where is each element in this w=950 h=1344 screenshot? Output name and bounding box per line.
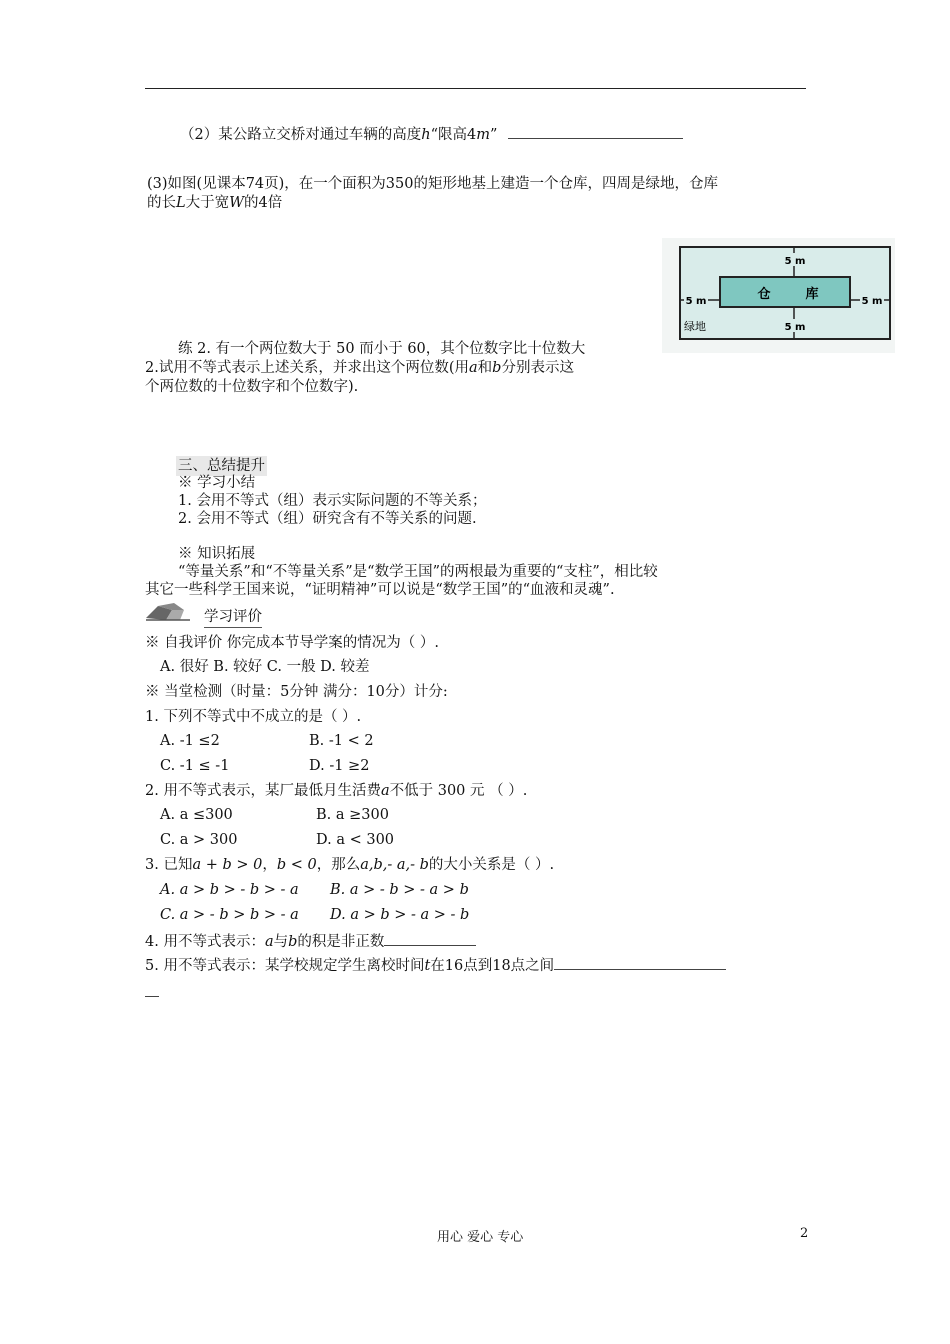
extension-line-1: “等量关系”和“不等量关系”是“数学王国”的两根最为重要的“支柱”，相比较 bbox=[178, 564, 658, 580]
ex2-line2: 2.试用不等式表示上述关系，并求出这个两位数(用a和b分别表示这 bbox=[145, 360, 574, 376]
q2-option-c: C. a > 300 bbox=[160, 832, 238, 848]
warehouse-diagram bbox=[662, 238, 895, 353]
q3-option-b: B. a > - b > - a > b bbox=[330, 882, 469, 898]
ex2-line3: 个两位数的十位数字和个位数字). bbox=[145, 379, 359, 395]
q1-option-d: D. -1 ≥2 bbox=[309, 758, 370, 774]
q1-option-c: C. -1 ≤ -1 bbox=[160, 758, 230, 774]
header-rule bbox=[145, 88, 806, 89]
study-summary-title: ※ 学习小结 bbox=[178, 475, 256, 491]
book-icon bbox=[144, 600, 194, 622]
q3-option-d: D. a > b > - a > - b bbox=[330, 907, 470, 923]
q2-option-b: B. a ≥300 bbox=[316, 807, 389, 823]
self-evaluation-options: A. 很好 B. 较好 C. 一般 D. 较差 bbox=[160, 659, 370, 675]
q1-option-b: B. -1 < 2 bbox=[309, 733, 374, 749]
question-3: 3. 已知a + b > 0，b < 0，那么a,b,- a,- b的大小关系是（ ）. bbox=[145, 857, 555, 873]
question-5: 5. 用不等式表示：某学校规定学生离校时间t在16点到18点之间 bbox=[145, 955, 726, 976]
summary-heading: 三、总结提升 bbox=[178, 458, 265, 474]
q1-option-a: A. -1 ≤2 bbox=[160, 733, 220, 749]
class-test-title: ※ 当堂检测（时量：5分钟 满分：10分）计分: bbox=[145, 684, 448, 700]
footer-motto: 用心 爱心 专心 bbox=[437, 1230, 524, 1245]
right-dimension-label: 5 m bbox=[861, 296, 883, 307]
q3-option-a: A. a > b > - b > - a bbox=[160, 882, 299, 898]
evaluation-heading: 学习评价 bbox=[204, 607, 262, 628]
top-dimension-label: 5 m bbox=[784, 256, 806, 267]
question-1: 1. 下列不等式中不成立的是（ ）. bbox=[145, 709, 362, 725]
q2-text: （2）某公路立交桥对通过车辆的高度h“限高4m” bbox=[180, 124, 683, 145]
ex2-line1: 练 2. 有一个两位数大于 50 而小于 60，其个位数字比十位数大 bbox=[178, 341, 586, 357]
question-4: 4. 用不等式表示：a与b的积是非正数 bbox=[145, 931, 476, 952]
warehouse-label-1: 仓 bbox=[757, 287, 771, 302]
q3-line2: 的长L大于宽W的4倍 bbox=[147, 195, 283, 211]
q4-answer-blank[interactable] bbox=[384, 931, 476, 946]
left-dimension-label: 5 m bbox=[685, 296, 707, 307]
question-2: 2. 用不等式表示，某厂最低月生活费a不低于 300 元 （ ）. bbox=[145, 783, 528, 799]
q3-option-c: C. a > - b > b > - a bbox=[160, 907, 299, 923]
bottom-dimension-label: 5 m bbox=[784, 322, 806, 333]
warehouse-label-2: 库 bbox=[805, 287, 819, 302]
green-label: 绿地 bbox=[684, 320, 706, 333]
summary-item-2: 2. 会用不等式（组）研究含有不等关系的问题. bbox=[178, 511, 477, 527]
q3-line1: (3)如图(见课本74页)，在一个面积为350的矩形地基上建造一个仓库，四周是绿地，仓库 bbox=[147, 176, 718, 192]
knowledge-extension-title: ※ 知识拓展 bbox=[178, 546, 256, 562]
self-evaluation: ※ 自我评价 你完成本节导学案的情况为（ ）. bbox=[145, 635, 439, 651]
q2-answer-blank[interactable] bbox=[508, 124, 683, 139]
q2-option-a: A. a ≤300 bbox=[160, 807, 233, 823]
warehouse-rect bbox=[720, 277, 850, 307]
extension-line-2: 其它一些科学王国来说，“证明精神”可以说是“数学王国”的“血液和灵魂”. bbox=[145, 582, 615, 598]
summary-item-1: 1. 会用不等式（组）表示实际问题的不等关系； bbox=[178, 493, 487, 509]
q2-option-d: D. a < 300 bbox=[316, 832, 395, 848]
q5-answer-blank[interactable] bbox=[554, 955, 726, 970]
page-number: 2 bbox=[800, 1226, 809, 1241]
q5-answer-blank-continued[interactable] bbox=[145, 996, 159, 997]
